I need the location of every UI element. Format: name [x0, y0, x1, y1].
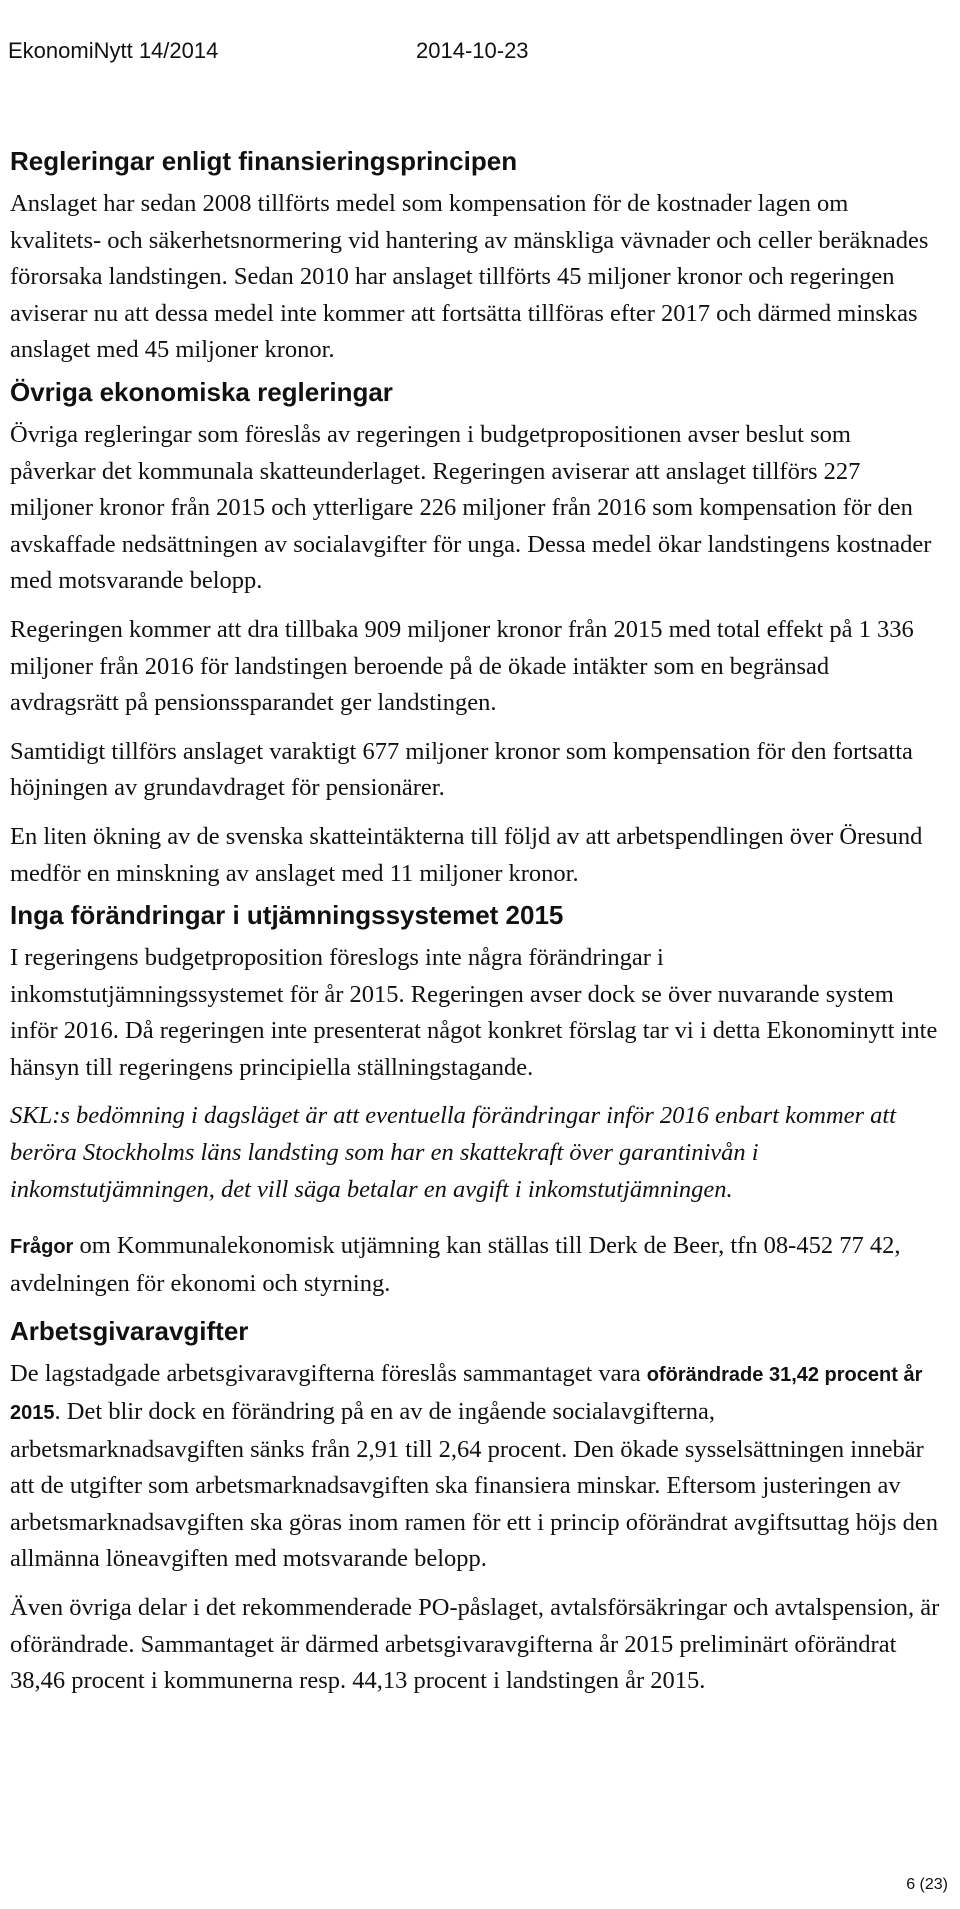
- paragraph: [10, 1356, 940, 1578]
- paragraph: En liten ökning av de svenska skatteintäkterna till följd av att arbetspendlingen över Öresund medför en minskning av anslaget med 11 miljoner kronor.: [10, 822, 923, 887]
- bold-emphasis: oförändrade 31,42 procent år 2015: [10, 1364, 923, 1425]
- text-fragment: De lagstadgade arbetsgivaravgifterna föreslås sammantaget vara: [10, 1360, 647, 1388]
- paragraph: Även övriga delar i det rekommenderade PO-påslaget, avtalsförsäkringar och avtalspension, är oförändrade. Sammantaget är därmed arbetsgivaravgifterna år 2015 preliminärt oförändrat 38,46 procent i kommunerna resp. 44,13 procent i landstingen år 2015.: [10, 1594, 940, 1695]
- paragraph: I regeringens budgetproposition föreslogs inte några förändringar i inkomstutjämningssystemet för år 2015. Regeringen avser dock se över nuvarande system inför 2016. Då regeringen inte presenterat något konkret förslag tar vi i detta Ekonominytt inte hänsyn till regeringens principiella ställningstagande.: [10, 944, 938, 1081]
- page-number: 6 (23): [906, 1876, 948, 1893]
- assessment-paragraph: SKL:s bedömning i dagsläget är att eventuella förändringar inför 2016 enbart kommer att beröra Stockholms läns landsting som har en skattekraft över garantinivån i inkomstutjämningen, det vill säga betalar en avgift i inkomstutjämningen.: [10, 1102, 897, 1203]
- heading-arbetsgivaravgifter: Arbetsgivaravgifter: [10, 1316, 249, 1347]
- heading-regleringar: Regleringar enligt finansieringsprincipen: [10, 146, 518, 176]
- document-body: [10, 144, 940, 1712]
- questions-label: Frågor: [10, 1236, 74, 1259]
- heading-ovriga-regleringar: Övriga ekonomiska regleringar: [10, 376, 393, 407]
- publication-date: 2014-10-23: [416, 38, 529, 63]
- paragraph: Samtidigt tillförs anslaget varaktigt 677 miljoner kronor som kompensation för den fortsatta höjningen av grundavdraget för pensionärer.: [10, 737, 913, 802]
- questions-paragraph: [10, 1228, 940, 1302]
- paragraph: Övriga regleringar som föreslås av regeringen i budgetpropositionen avser beslut som påverkar det kommunala skatteunderlaget. Regeringen aviserar att anslaget tillförs 227 miljoner kronor från 2015 och ytterligare 226 miljoner från 2016 som kompensation för den avskaffade nedsättningen av socialavgifter för unga. Dessa medel ökar landstingens kostnader med motsvarande belopp.: [10, 420, 932, 595]
- questions-text: om Kommunalekonomisk utjämning kan ställas till Derk de Beer, tfn 08-452 77 42, avdelningen för ekonomi och styrning.: [10, 1232, 901, 1297]
- paragraph: Anslaget har sedan 2008 tillförts medel som kompensation för de kostnader lagen om kvalitets- och säkerhetsnormering vid hantering av mänskliga vävnader och celler beräknades förorsaka landstingen. Sedan 2010 har anslaget tillförts 45 miljoner kronor och regeringen aviserar nu att dessa medel inte kommer att fortsätta tillföras efter 2017 och därmed minskas anslaget med 45 miljoner kronor.: [10, 190, 929, 364]
- paragraph: Regeringen kommer att dra tillbaka 909 miljoner kronor från 2015 med total effekt på 1 336 miljoner från 2016 för landstingen beroende på de ökade intäkter som en begränsad avdragsrätt på pensionssparandet ger landstingen.: [10, 615, 914, 717]
- publication-title: EkonomiNytt 14/2014: [8, 38, 219, 63]
- heading-utjamningssystemet: Inga förändringar i utjämningssystemet 2015: [10, 900, 564, 931]
- text-fragment: . Det blir dock en förändring på en av de ingående socialavgifterna, arbetsmarknadsavgiften sänks från 2,91 till 2,64 procent. Den ökade sysselsättningen innebär att de utgifter som arbetsmarknadsavgiften ska finansiera minskar. Eftersom justeringen av arbetsmarknadsavgiften ska göras inom ramen för ett i princip oförändrat avgiftsuttag höjs den allmänna löneavgiften med motsvarande belopp.: [10, 1398, 938, 1573]
